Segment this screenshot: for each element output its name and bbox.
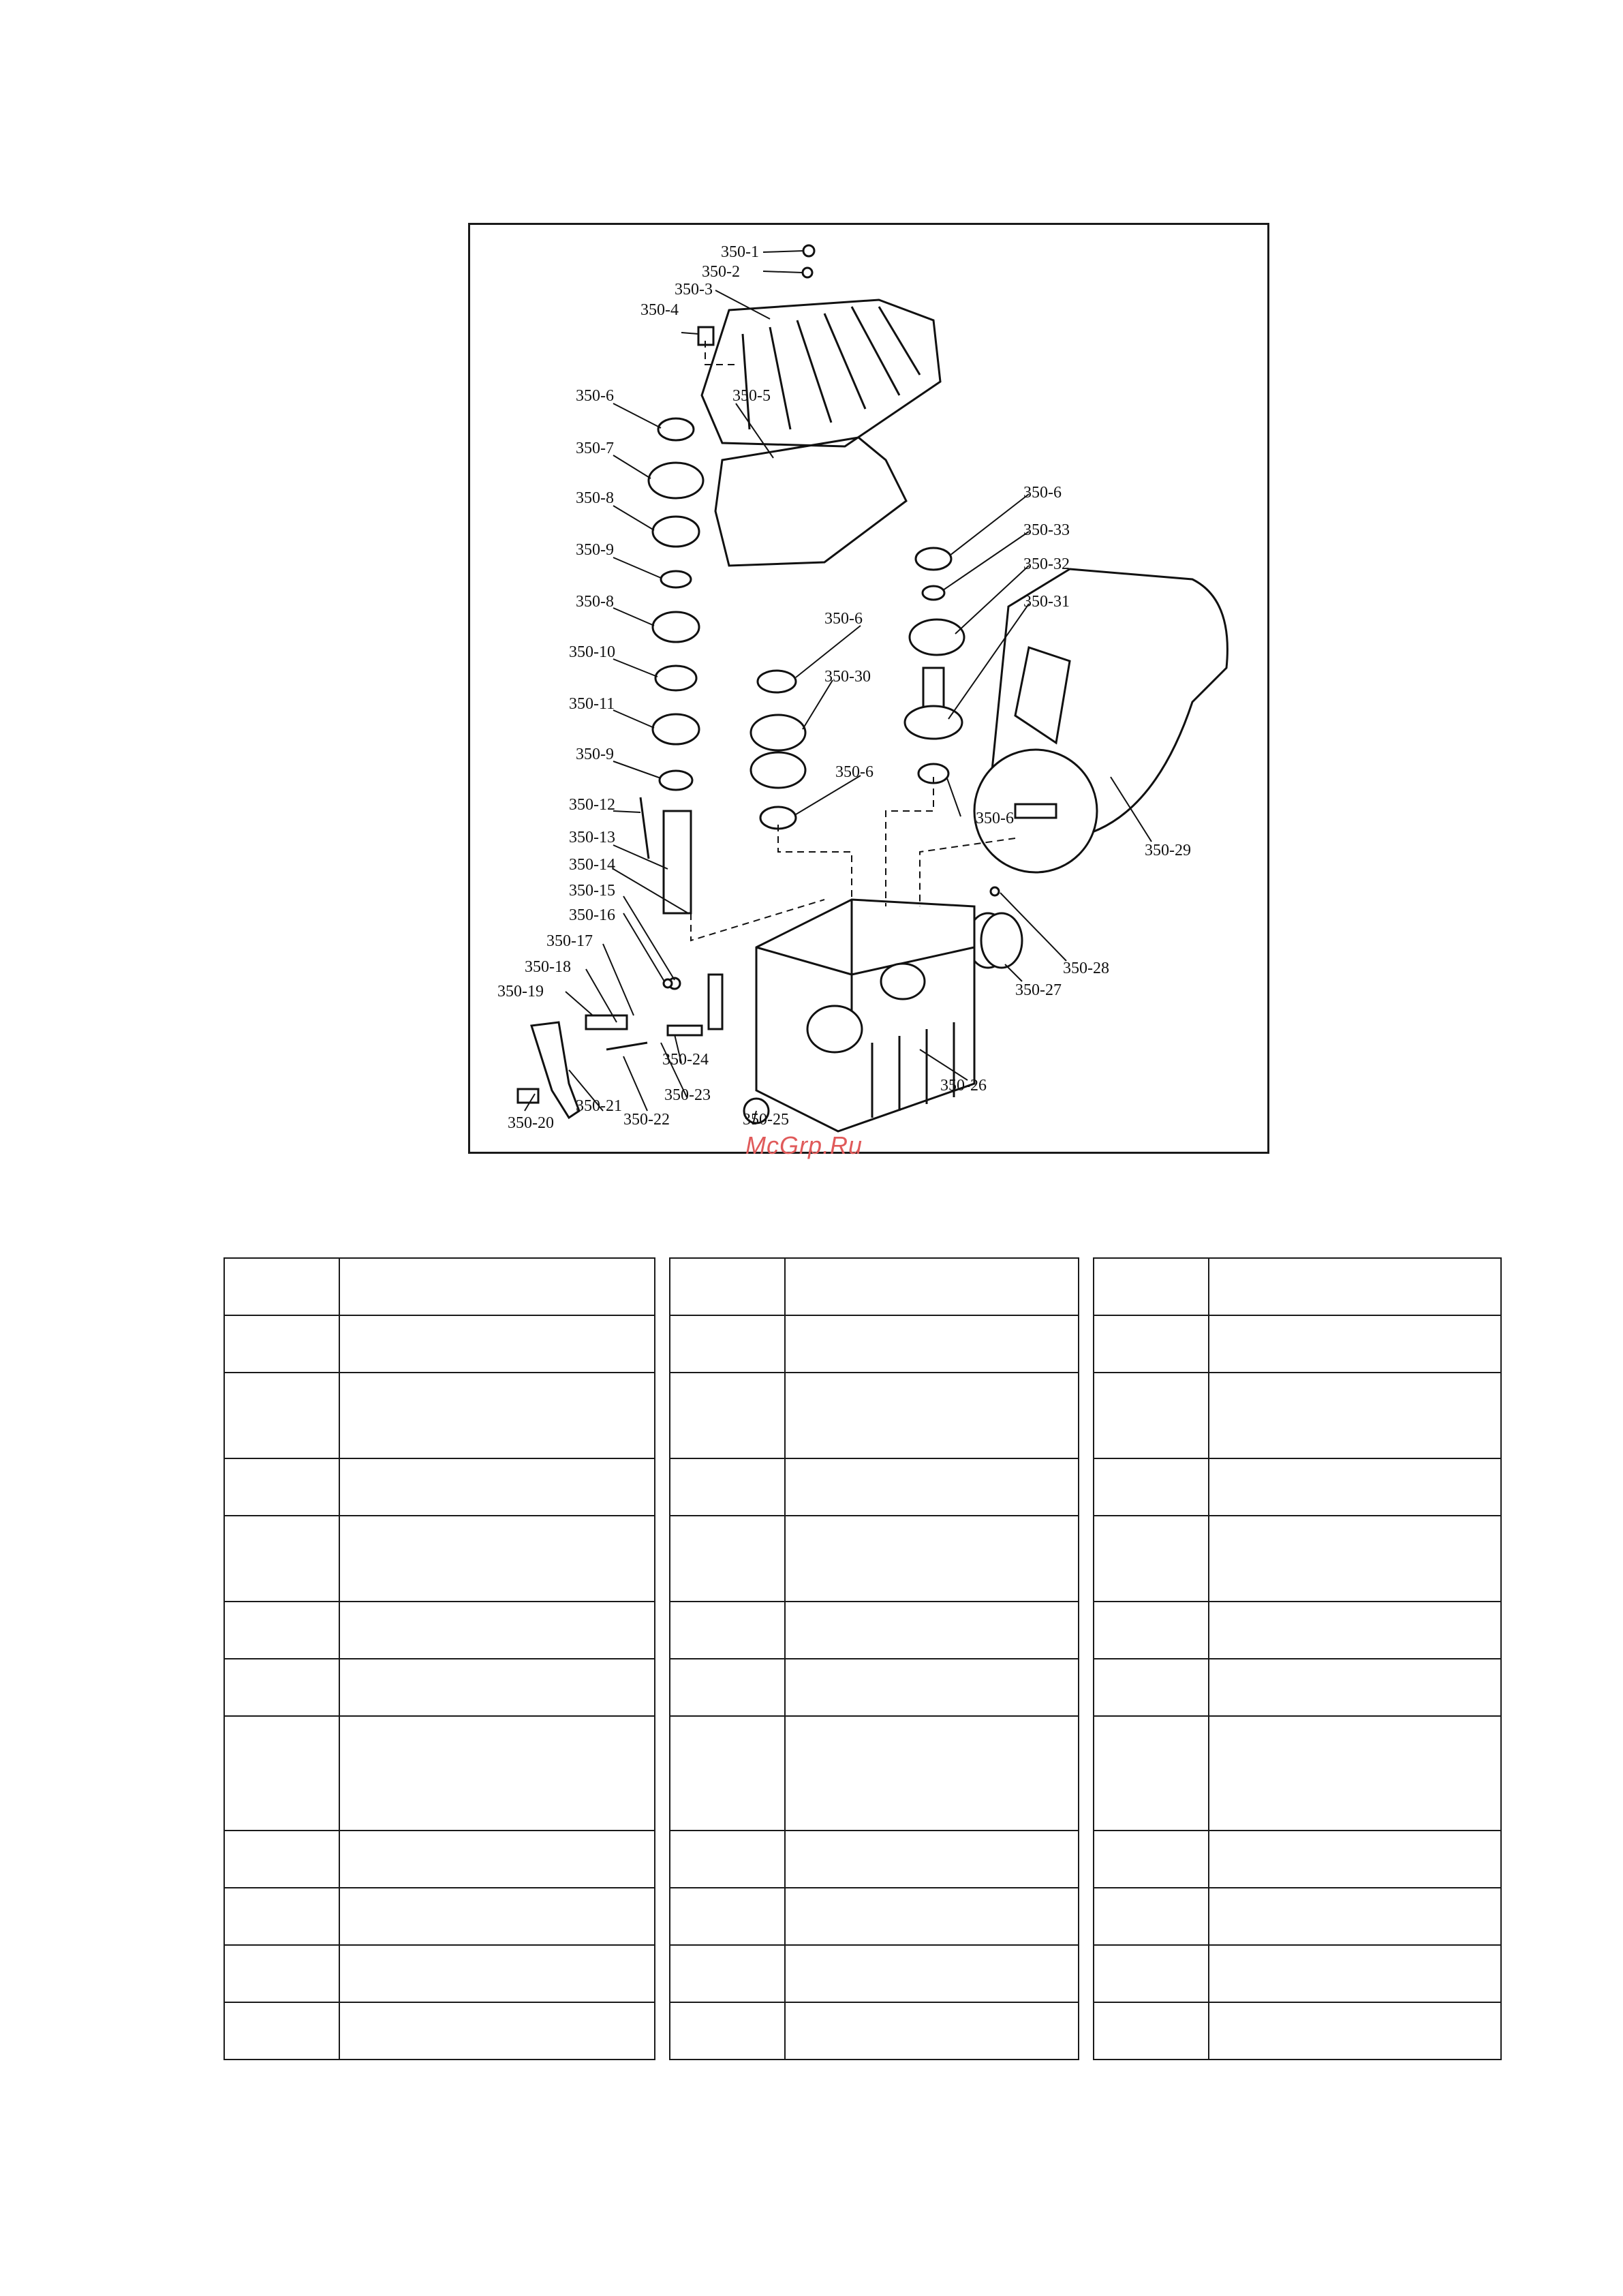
- part-label: 350-20: [508, 1114, 554, 1132]
- table-row: [670, 1716, 1079, 1831]
- table-row: [670, 1458, 1079, 1516]
- part-number-cell: [1094, 1373, 1209, 1458]
- part-label: 350-26: [940, 1077, 987, 1095]
- part-number-cell: [1094, 1831, 1209, 1888]
- part-number-cell: [670, 1373, 785, 1458]
- table-row: [1094, 1315, 1501, 1373]
- part-number-cell: [670, 2002, 785, 2060]
- part-label: 350-2: [702, 263, 740, 281]
- description-cell: [1209, 1373, 1501, 1458]
- description-cell: [1209, 1315, 1501, 1373]
- part-number-cell: [670, 1315, 785, 1373]
- description-cell: [339, 1831, 655, 1888]
- part-label: 350-32: [1023, 555, 1070, 573]
- part-number-cell: [1094, 1716, 1209, 1831]
- description-cell: [339, 2002, 655, 2060]
- part-number-cell: [670, 1945, 785, 2002]
- part-number-cell: [1094, 1516, 1209, 1602]
- part-label: 350-8: [576, 489, 614, 507]
- part-number-cell: [224, 1831, 339, 1888]
- part-label: 350-6: [976, 810, 1014, 827]
- part-number-cell: [670, 1831, 785, 1888]
- table-row: [1094, 1458, 1501, 1516]
- part-number-cell: [224, 1373, 339, 1458]
- part-label: 350-16: [569, 906, 615, 924]
- description-cell: [339, 1945, 655, 2002]
- part-label: 350-6: [576, 387, 614, 405]
- part-number-cell: [670, 1458, 785, 1516]
- part-number-cell: [224, 1602, 339, 1659]
- description-cell: [1209, 1258, 1501, 1315]
- table-row: [224, 1945, 655, 2002]
- table-row: [1094, 1373, 1501, 1458]
- parts-table-body: [670, 1258, 1079, 2060]
- part-number-cell: [1094, 2002, 1209, 2060]
- part-label: 350-19: [497, 983, 544, 1000]
- part-label: 350-30: [824, 668, 871, 686]
- description-cell: [1209, 1945, 1501, 2002]
- description-cell: [1209, 1516, 1501, 1602]
- part-label: 350-9: [576, 746, 614, 763]
- description-cell: [339, 1258, 655, 1315]
- part-label: 350-1: [721, 243, 759, 261]
- part-number-cell: [670, 1716, 785, 1831]
- table-row: [1094, 1831, 1501, 1888]
- part-label: 350-21: [576, 1097, 622, 1115]
- part-number-cell: [224, 1659, 339, 1716]
- table-row: [224, 1888, 655, 1945]
- description-cell: [1209, 1888, 1501, 1945]
- part-label: 350-14: [569, 856, 615, 874]
- part-label: 350-29: [1145, 842, 1191, 859]
- part-label: 350-13: [569, 829, 615, 846]
- part-number-cell: [1094, 1888, 1209, 1945]
- part-label: 350-24: [662, 1051, 709, 1069]
- description-cell: [785, 1258, 1079, 1315]
- part-label: 350-22: [623, 1111, 670, 1129]
- part-number-cell: [1094, 1315, 1209, 1373]
- bolt: [803, 245, 814, 256]
- parts-table-body: [224, 1258, 655, 2060]
- part-number-cell: [1094, 1602, 1209, 1659]
- part-label: 350-25: [743, 1111, 789, 1129]
- cover-plate: [702, 300, 940, 446]
- table-row: [224, 1831, 655, 1888]
- table-row: [1094, 1602, 1501, 1659]
- part-label: 350-9: [576, 541, 614, 559]
- description-cell: [339, 1373, 655, 1458]
- description-cell: [785, 2002, 1079, 2060]
- part-label: 350-31: [1023, 593, 1070, 611]
- description-cell: [1209, 1659, 1501, 1716]
- description-cell: [339, 1458, 655, 1516]
- part-number-cell: [224, 2002, 339, 2060]
- table-row: [670, 1945, 1079, 2002]
- left-gear-stack: [640, 418, 703, 913]
- table-row: [670, 1659, 1079, 1716]
- table-row: [224, 1315, 655, 1373]
- description-cell: [785, 1315, 1079, 1373]
- description-cell: [785, 1945, 1079, 2002]
- part-label: 350-12: [569, 796, 615, 814]
- part-number-cell: [224, 1888, 339, 1945]
- table-row: [670, 1602, 1079, 1659]
- description-cell: [1209, 1831, 1501, 1888]
- table-row: [670, 1888, 1079, 1945]
- table-row: [224, 2002, 655, 2060]
- description-cell: [339, 1716, 655, 1831]
- table-row: [1094, 1516, 1501, 1602]
- washer: [803, 268, 812, 277]
- description-cell: [785, 1888, 1079, 1945]
- description-cell: [339, 1602, 655, 1659]
- description-cell: [785, 1458, 1079, 1516]
- parts-table-right: [1093, 1257, 1502, 2060]
- table-row: [670, 2002, 1079, 2060]
- table-row: [224, 1716, 655, 1831]
- description-cell: [1209, 1458, 1501, 1516]
- table-row: [1094, 2002, 1501, 2060]
- gearbox-housing: [744, 900, 974, 1131]
- table-row: [224, 1458, 655, 1516]
- table-row: [1094, 1945, 1501, 2002]
- part-number-cell: [1094, 1659, 1209, 1716]
- table-row: [670, 1258, 1079, 1315]
- description-cell: [785, 1831, 1079, 1888]
- part-number-cell: [670, 1602, 785, 1659]
- description-cell: [785, 1659, 1079, 1716]
- table-row: [1094, 1258, 1501, 1315]
- part-label: 350-7: [576, 440, 614, 457]
- table-row: [670, 1516, 1079, 1602]
- description-cell: [339, 1315, 655, 1373]
- description-cell: [339, 1888, 655, 1945]
- table-row: [670, 1315, 1079, 1373]
- description-cell: [785, 1602, 1079, 1659]
- part-label: 350-11: [569, 695, 615, 713]
- description-cell: [785, 1516, 1079, 1602]
- description-cell: [1209, 1602, 1501, 1659]
- description-cell: [1209, 2002, 1501, 2060]
- part-number-cell: [224, 1945, 339, 2002]
- table-row: [1094, 1716, 1501, 1831]
- part-label: 350-6: [835, 763, 874, 781]
- exploded-parts-diagram: [468, 223, 1269, 1154]
- part-label: 350-33: [1023, 521, 1070, 539]
- part-label: 350-8: [576, 593, 614, 611]
- part-label: 350-18: [525, 958, 571, 976]
- part-label: 350-5: [732, 387, 771, 405]
- part-number-cell: [670, 1258, 785, 1315]
- part-number-cell: [224, 1458, 339, 1516]
- watermark-text: McGrp.Ru: [745, 1131, 863, 1159]
- part-label: 350-27: [1015, 981, 1062, 999]
- part-label: 350-6: [824, 610, 863, 628]
- part-label: 350-10: [569, 643, 615, 661]
- right-gear-stack: [905, 548, 964, 783]
- part-number-cell: [224, 1315, 339, 1373]
- part-number-cell: [1094, 1458, 1209, 1516]
- part-label: 350-6: [1023, 484, 1062, 502]
- part-number-cell: [224, 1258, 339, 1315]
- part-label: 350-17: [546, 932, 593, 950]
- part-number-cell: [224, 1516, 339, 1602]
- part-number-cell: [1094, 1945, 1209, 2002]
- description-cell: [785, 1373, 1079, 1458]
- middle-gear-stack: [751, 671, 805, 829]
- parts-table-body: [1094, 1258, 1501, 2060]
- part-label: 350-4: [640, 301, 679, 319]
- table-row: [224, 1659, 655, 1716]
- table-row: [670, 1831, 1079, 1888]
- table-row: [224, 1516, 655, 1602]
- part-number-cell: [670, 1888, 785, 1945]
- gearbox-exploded-view: [470, 225, 1267, 1152]
- table-row: [1094, 1659, 1501, 1716]
- parts-table-left: [223, 1257, 655, 2060]
- description-cell: [1209, 1716, 1501, 1831]
- part-label: 350-28: [1063, 960, 1109, 977]
- part-number-cell: [224, 1716, 339, 1831]
- description-cell: [785, 1716, 1079, 1831]
- table-row: [1094, 1888, 1501, 1945]
- table-row: [224, 1373, 655, 1458]
- description-cell: [339, 1659, 655, 1716]
- description-cell: [339, 1516, 655, 1602]
- part-label: 350-15: [569, 882, 615, 900]
- part-number-cell: [670, 1516, 785, 1602]
- table-row: [670, 1373, 1079, 1458]
- table-row: [224, 1258, 655, 1315]
- part-number-cell: [1094, 1258, 1209, 1315]
- gasket: [715, 438, 906, 566]
- table-row: [224, 1602, 655, 1659]
- part-label: 350-3: [675, 281, 713, 299]
- parts-table-middle: [669, 1257, 1079, 2060]
- worm-gear: [968, 887, 1022, 968]
- part-label: 350-23: [664, 1086, 711, 1104]
- part-number-cell: [670, 1659, 785, 1716]
